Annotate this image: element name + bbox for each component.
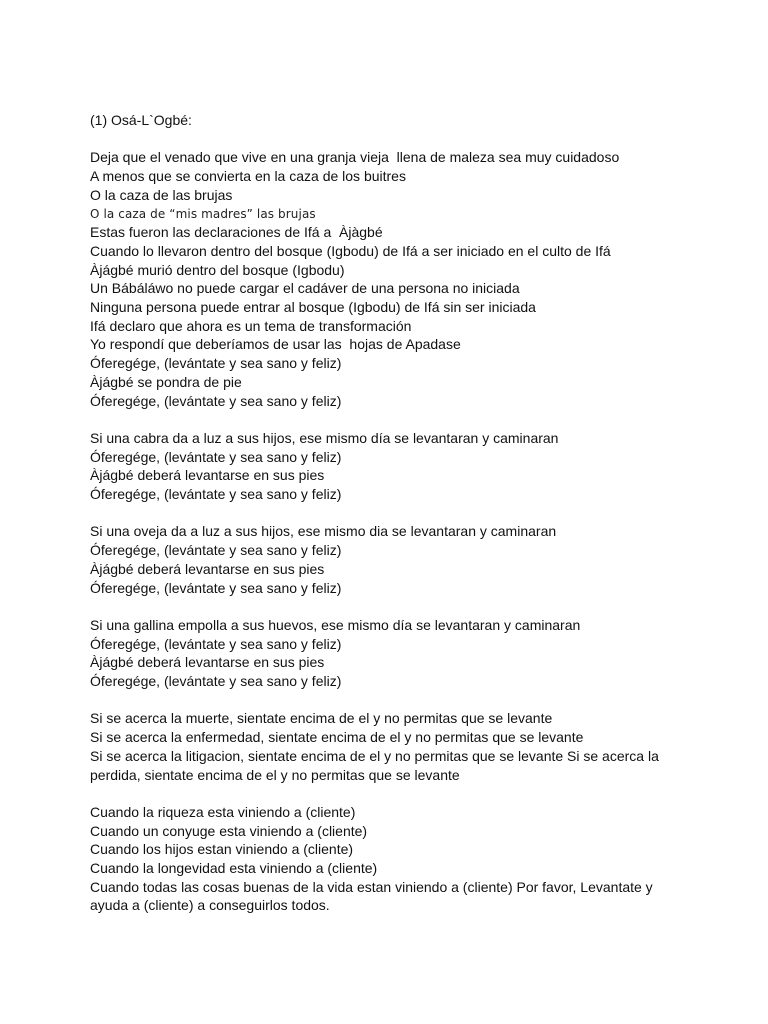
text-line: Óferegége, (levántate y sea sano y feliz) xyxy=(90,486,342,503)
text-line: Óferegége, (levántate y sea sano y feliz) xyxy=(90,392,342,409)
document-title: (1) Osá-L`Ogbé: xyxy=(90,112,192,128)
blank-line xyxy=(90,410,670,429)
text-line: Àjágbé murió dentro del bosque (Igbodu) xyxy=(90,261,345,278)
stanza xyxy=(90,803,670,915)
blank-line xyxy=(90,784,670,803)
text-line: Cuando todas las cosas buenas de la vida estan viniendo a (cliente) Por favor, Levantate y xyxy=(90,878,653,895)
text-line: Si se acerca la muerte, sientate encima de el y no permitas que se levante xyxy=(90,710,553,727)
text-line: O la caza de las brujas xyxy=(90,186,233,203)
stanza xyxy=(90,522,670,597)
text-line: Si una gallina empolla a sus huevos, ese mismo día se levantaran y caminaran xyxy=(90,616,581,633)
text-line: Óferegége, (levántate y sea sano y feliz) xyxy=(90,635,342,652)
text-line: Àjágbé deberá levantarse en sus pies xyxy=(90,467,325,484)
document-body xyxy=(90,111,670,915)
text-line: Àjágbé deberá levantarse en sus pies xyxy=(90,654,325,671)
stanza xyxy=(90,616,670,691)
text-line: Óferegége, (levántate y sea sano y feliz) xyxy=(90,355,342,372)
text-line: O la caza de “mis madres” las brujas xyxy=(90,206,316,221)
text-line: Ifá declaro que ahora es un tema de transformación xyxy=(90,317,412,334)
stanza xyxy=(90,148,670,410)
text-line: Cuando lo llevaron dentro del bosque (Igbodu) de Ifá a ser iniciado en el culto de Ifá xyxy=(90,242,611,259)
blank-line xyxy=(90,504,670,523)
stanza xyxy=(90,429,670,504)
text-line: Ninguna persona puede entrar al bosque (Igbodu) de Ifá sin ser iniciada xyxy=(90,299,536,316)
text-line: Óferegége, (levántate y sea sano y feliz) xyxy=(90,542,342,559)
blank-line xyxy=(90,130,670,149)
text-line: Estas fueron las declaraciones de Ifá a Àjàgbé xyxy=(90,224,383,241)
text-line: ayuda a (cliente) a conseguirlos todos. xyxy=(90,897,330,914)
text-line: Deja que el venado que vive en una granja vieja llena de maleza sea muy cuidadoso xyxy=(90,149,620,166)
text-line: Àjágbé deberá levantarse en sus pies xyxy=(90,560,325,577)
text-line: Si una oveja da a luz a sus hijos, ese mismo dia se levantaran y caminaran xyxy=(90,523,557,540)
text-line: Óferegége, (levántate y sea sano y feliz) xyxy=(90,448,342,465)
text-line: Óferegége, (levántate y sea sano y feliz) xyxy=(90,579,342,596)
text-line: Un Bábáláwo no puede cargar el cadáver de una persona no iniciada xyxy=(90,280,520,297)
text-line: Si una cabra da a luz a sus hijos, ese mismo día se levantaran y caminaran xyxy=(90,429,559,446)
blank-line xyxy=(90,597,670,616)
text-line: Àjágbé se pondra de pie xyxy=(90,373,242,390)
text-line: perdida, sientate encima de el y no permitas que se levante xyxy=(90,766,460,783)
text-line: Cuando un conyuge esta viniendo a (cliente) xyxy=(90,822,368,839)
text-line: Cuando los hijos estan viniendo a (cliente) xyxy=(90,841,354,858)
text-line: Yo respondí que deberíamos de usar las hojas de Apadase xyxy=(90,336,461,353)
text-line: Si se acerca la enfermedad, sientate encima de el y no permitas que se levante xyxy=(90,729,584,746)
text-line: Cuando la riqueza esta viniendo a (cliente) xyxy=(90,803,356,820)
blank-line xyxy=(90,691,670,710)
stanza xyxy=(90,709,670,784)
text-line: A menos que se convierta en la caza de los buitres xyxy=(90,168,406,185)
text-line: Cuando la longevidad esta viniendo a (cliente) xyxy=(90,860,378,877)
text-line: Si se acerca la litigacion, sientate encima de el y no permitas que se levante Si se acerca la xyxy=(90,747,659,764)
text-line: Óferegége, (levántate y sea sano y feliz) xyxy=(90,673,342,690)
